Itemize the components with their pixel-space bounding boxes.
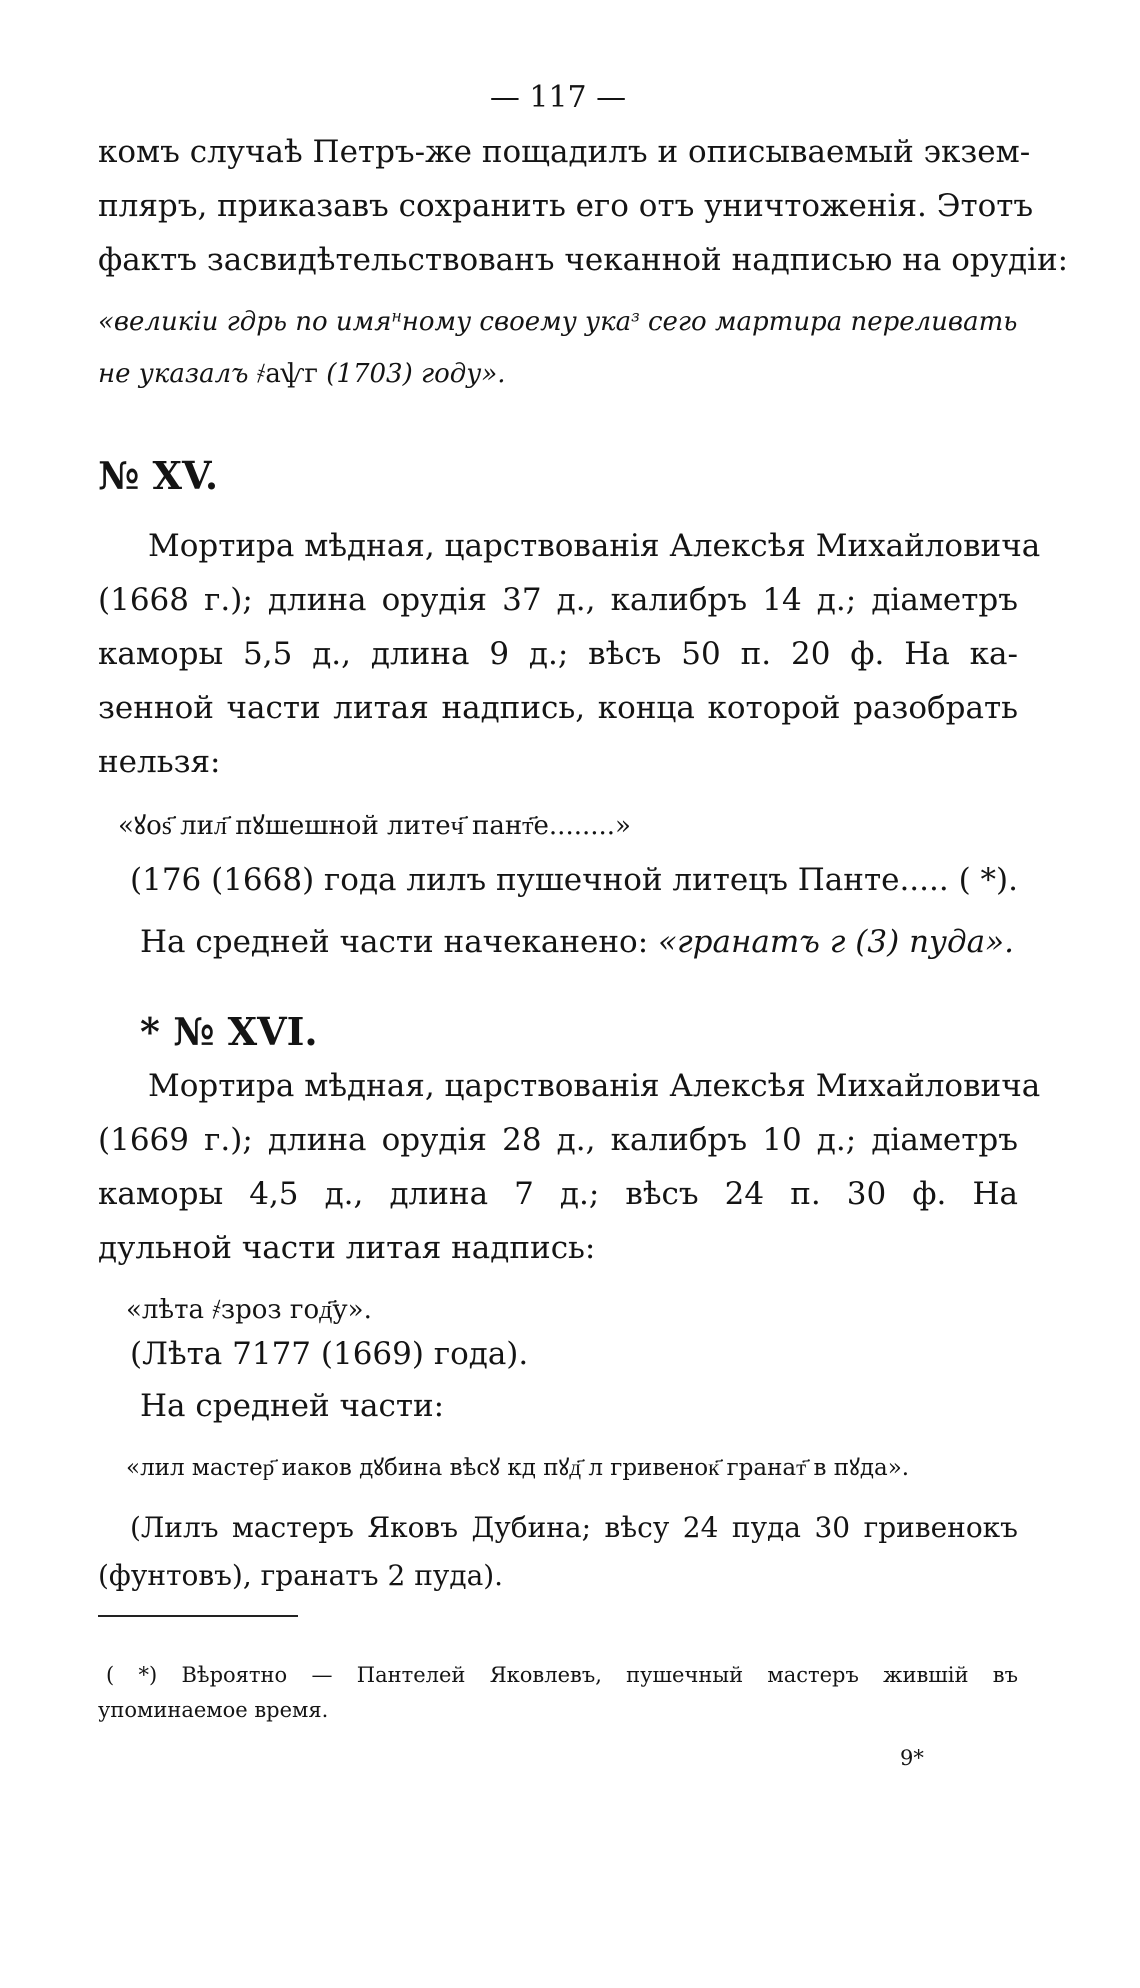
text-line: дульной части литая надпись: (98, 1230, 596, 1266)
text-line: пляръ, приказавъ сохранить его отъ уничтоженія. Этотъ (98, 188, 1034, 224)
text-line (140, 922, 1060, 962)
inscription-translation: (176 (1668) года лилъ пушечной литецъ Панте..... ( *). (130, 862, 1018, 898)
text-line: Мортира мѣдная, царствованія Алексѣя Михайловича (148, 1068, 1041, 1104)
text-line: каморы 5,5 д., длина 9 д.; вѣсъ 50 п. 20 ф. На ка- (98, 636, 1018, 672)
text-line: фактъ засвидѣтельствованъ чеканной надписью на орудіи: (98, 242, 1069, 278)
text-line: нельзя: (98, 744, 221, 780)
text-line: каморы 4,5 д., длина 7 д.; вѣсъ 24 п. 30 ф. На (98, 1176, 1018, 1212)
text-line: зенной части литая надпись, конца которой разобрать (98, 690, 1018, 726)
footnote-rule (98, 1615, 298, 1617)
footnote-line: упоминаемое время. (98, 1698, 329, 1722)
inscription-translation: (фунтовъ), гранатъ 2 пуда). (98, 1559, 504, 1592)
slavonic-inscription: «лил мастер҃ иаков дꙋбина вѣсꙋ кд пꙋд҃ л гривенок҃ гранат҃ в пꙋда». (126, 1455, 910, 1481)
section-heading-xvi: * № XVI. (140, 1009, 318, 1054)
middle-part-label: На средней части: (140, 1388, 445, 1424)
quote-part: «великіи гдрь по имя (98, 307, 392, 337)
signature-mark: 9* (900, 1746, 924, 1770)
slavonic-inscription: «ꙋоѕ҃ лил҃ пꙋшешной литеч҃ пант҃е........» (118, 811, 631, 841)
quote-part: не указалъ (98, 359, 257, 389)
section-heading-xv: № XV. (98, 453, 219, 498)
slavonic-inscription: «лѣта ҂зроз год҃у». (126, 1295, 372, 1325)
middle-part-quote: «гранатъ г (3) пуда». (658, 924, 1014, 960)
inscription-translation: (Лилъ мастеръ Яковъ Дубина; вѣсу 24 пуда 30 гривенокъ (130, 1511, 1018, 1544)
inscription-translation: (Лѣта 7177 (1669) года). (130, 1336, 529, 1372)
quote-line (98, 354, 1018, 394)
text-line: (1669 г.); длина орудія 28 д., калибръ 10 д.; діаметръ (98, 1122, 1018, 1158)
quote-part: сего мартира переливать (639, 307, 1018, 337)
page-number: — 117 — (489, 80, 627, 115)
text-line: (1668 г.); длина орудія 37 д., калибръ 14 д.; діаметръ (98, 582, 1018, 618)
middle-part-label: На средней части начеканено: (140, 924, 659, 960)
text-line: комъ случаѣ Петръ-же пощадилъ и описываемый экзем- (98, 134, 1031, 170)
text-line: Мортира мѣдная, царствованія Алексѣя Михайловича (148, 528, 1041, 564)
slavonic-date: ҂аѱг (256, 359, 318, 389)
footnote-line: ( *) Вѣроятно — Пантелей Яковлевъ, пушечный мастеръ жившій въ (106, 1663, 1018, 1687)
quote-part: (1703) году». (318, 359, 506, 389)
superscript-letter: з (631, 307, 640, 326)
quote-part: ному своему ука (401, 307, 632, 337)
superscript-letter: н (391, 307, 402, 326)
quote-line (98, 302, 1018, 342)
